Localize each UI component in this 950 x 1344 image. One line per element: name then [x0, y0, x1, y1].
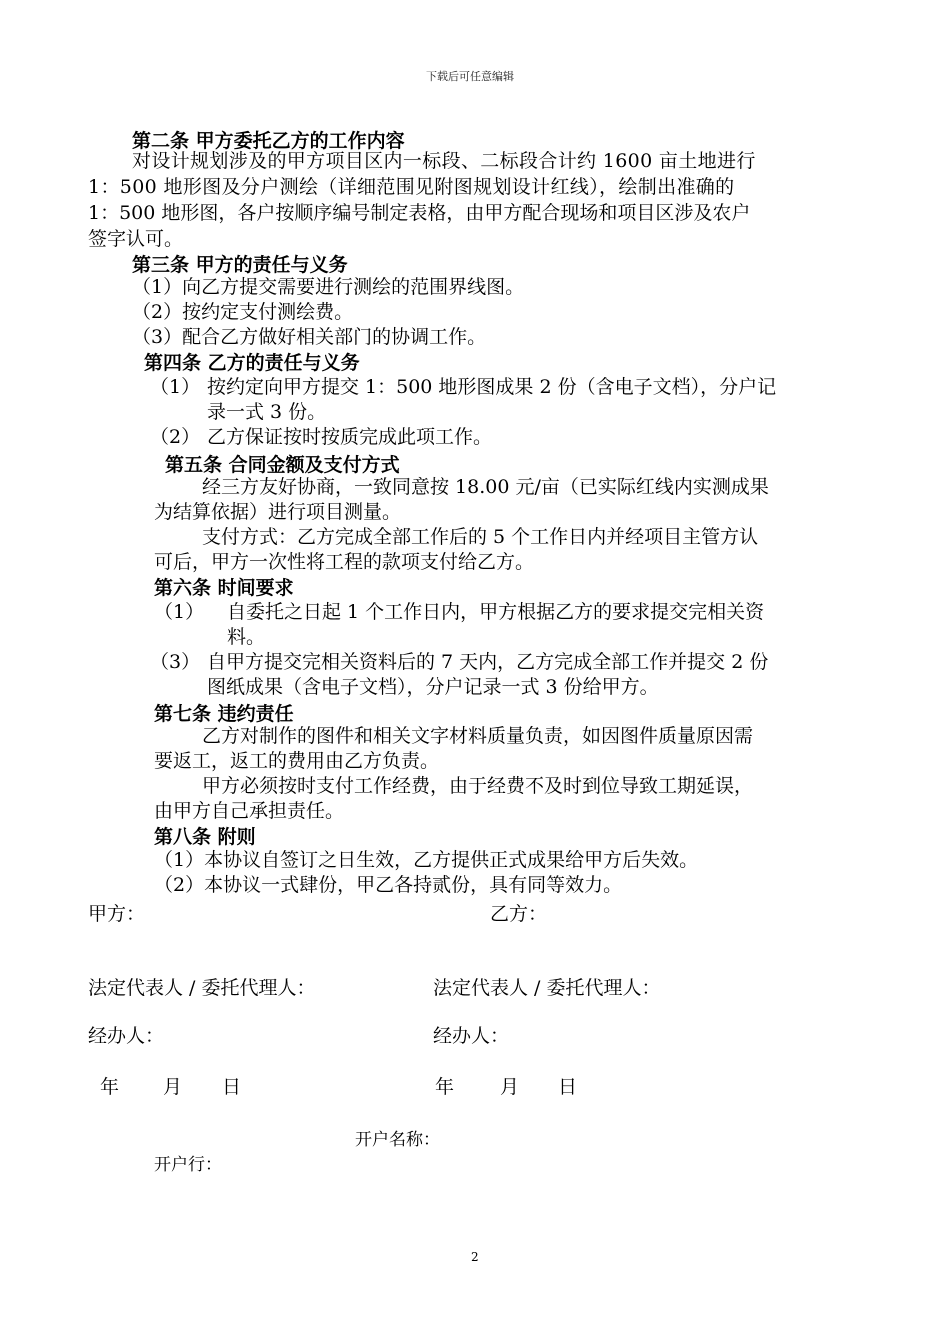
party-a-date-month: 月: [163, 1076, 183, 1098]
section-4-item-2-number: （2）: [150, 426, 201, 448]
account-name-label: 开户名称：: [355, 1130, 440, 1150]
party-b-representative-label: 法定代表人 / 委托代理人：: [433, 977, 661, 999]
party-b-date-year: 年: [435, 1076, 455, 1098]
section-4-item-1-line-2: 录一式 3 份。: [207, 401, 327, 423]
section-4-item-1-line-1: 按约定向甲方提交 1：500 地形图成果 2 份（含电子文档），分户记: [207, 376, 777, 398]
section-2-line-4: 签字认可。: [88, 228, 184, 250]
section-2-line-2: 1：500 地形图及分户测绘（详细范围见附图规划设计红线），绘制出准确的: [88, 176, 735, 198]
section-7-para-2-line-1: 甲方必须按时支付工作经费，由于经费不及时到位导致工期延误，: [202, 775, 754, 797]
party-b-date-day: 日: [558, 1076, 578, 1098]
section-5-para-1-line-1: 经三方友好协商，一致同意按 18.00 元/亩（已实际红线内实测成果: [202, 476, 769, 498]
section-5-para-2-line-1: 支付方式：乙方完成全部工作后的 5 个工作日内并经项目主管方认: [202, 526, 759, 548]
party-b-label: 乙方：: [490, 903, 548, 925]
section-3-title: 第三条 甲方的责任与义务: [132, 254, 348, 276]
section-7-title: 第七条 违约责任: [154, 703, 294, 725]
section-2-line-3: 1：500 地形图，各户按顺序编号制定表格，由甲方配合现场和项目区涉及农户: [88, 202, 751, 224]
section-6-item-3-number: （3）: [150, 651, 201, 673]
section-4-title: 第四条 乙方的责任与义务: [144, 352, 360, 374]
section-7-para-2-line-2: 由甲方自己承担责任。: [154, 800, 345, 822]
section-5-para-1-line-2: 为结算依据）进行项目测量。: [154, 501, 402, 523]
section-8-title: 第八条 附则: [154, 826, 256, 848]
section-8-item-2: （2）本协议一式肆份，甲乙各持贰份，具有同等效力。: [154, 874, 623, 896]
section-6-item-1-line-1: 自委托之日起 1 个工作日内，甲方根据乙方的要求提交完相关资: [227, 601, 765, 623]
section-2-line-1: 对设计规划涉及的甲方项目区内一标段、二标段合计约 1600 亩土地进行: [132, 150, 756, 172]
page-number: 2: [471, 1250, 479, 1264]
party-a-representative-label: 法定代表人 / 委托代理人：: [88, 977, 316, 999]
section-6-title: 第六条 时间要求: [154, 577, 294, 599]
page-header-note: 下载后可任意编辑: [426, 70, 514, 83]
party-b-handler-label: 经办人：: [433, 1025, 510, 1047]
bank-label: 开户行：: [154, 1155, 222, 1175]
section-6-item-3-line-2: 图纸成果（含电子文档），分户记录一式 3 份给甲方。: [207, 676, 659, 698]
section-4-item-2-text: 乙方保证按时按质完成此项工作。: [207, 426, 493, 448]
section-8-item-1: （1）本协议自签订之日生效，乙方提供正式成果给甲方后失效。: [154, 849, 699, 871]
party-a-date-year: 年: [100, 1076, 120, 1098]
section-7-para-1-line-1: 乙方对制作的图件和相关文字材料质量负责，如因图件质量原因需: [202, 725, 754, 747]
section-5-title: 第五条 合同金额及支付方式: [165, 454, 400, 476]
party-a-handler-label: 经办人：: [88, 1025, 165, 1047]
section-2-title: 第二条 甲方委托乙方的工作内容: [132, 130, 405, 152]
party-a-date-day: 日: [222, 1076, 242, 1098]
section-5-para-2-line-2: 可后，甲方一次性将工程的款项支付给乙方。: [154, 551, 535, 573]
section-3-item-3: （3）配合乙方做好相关部门的协调工作。: [132, 326, 487, 348]
section-3-item-1: （1）向乙方提交需要进行测绘的范围界线图。: [132, 276, 525, 298]
section-7-para-1-line-2: 要返工，返工的费用由乙方负责。: [154, 750, 440, 772]
section-6-item-3-line-1: 自甲方提交完相关资料后的 7 天内，乙方完成全部工作并提交 2 份: [207, 651, 769, 673]
section-6-item-1-number: （1）: [154, 601, 205, 623]
section-3-item-2: （2）按约定支付测绘费。: [132, 301, 354, 323]
party-a-label: 甲方：: [88, 903, 146, 925]
party-b-date-month: 月: [500, 1076, 520, 1098]
section-4-item-1-number: （1）: [150, 376, 201, 398]
section-6-item-1-line-2: 料。: [227, 626, 266, 648]
